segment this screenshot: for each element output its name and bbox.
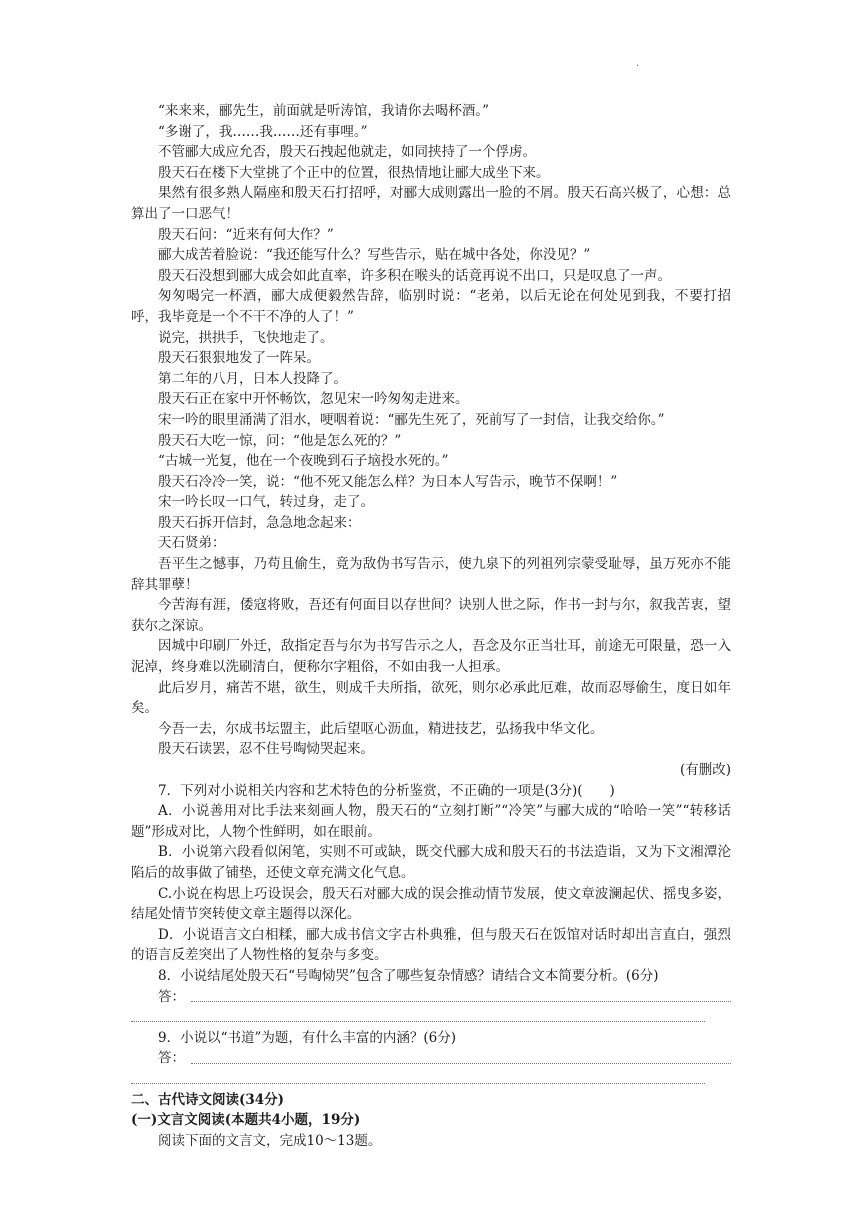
answer-dotted-rule: [191, 1063, 731, 1064]
answer-line[interactable]: [131, 1048, 731, 1069]
story-paragraph: 殷天石在楼下大堂挑了个正中的位置，很热情地让郦大成坐下来。: [158, 164, 550, 181]
answer-line-continuation[interactable]: [131, 1069, 731, 1090]
story-paragraph: 殷天石冷冷一笑，说：“他不死又能怎么样？为日本人写告示，晚节不保啊！”: [158, 473, 618, 490]
story-paragraph: 说完，拱拱手，飞快地走了。: [158, 329, 334, 346]
story-paragraph: 殷天石大吃一惊，问：“他是怎么死的？”: [158, 432, 402, 449]
story-paragraph: “古城一光复，他在一个夜晚到石子垴投水死的。”: [158, 453, 449, 470]
page-mark: .: [636, 58, 640, 69]
option-a: A．小说善用对比手法来刻画人物，殷天石的“立刻打断”“冷笑”与郦大成的“哈哈一笑”“转移话题”形成对比，人物个性鲜明，如在眼前。: [131, 803, 731, 840]
letter-paragraph: 今苦海有涯，倭寇将败，吾还有何面目以存世间？诀别人世之际，作书一封与尔，叙我苦衷，望获尔之深谅。: [131, 597, 731, 634]
answer-label: 答：: [158, 988, 185, 1005]
document-body: [131, 101, 731, 1151]
answer-dotted-rule: [131, 1021, 705, 1022]
option-d: D．小说语言文白相糅，郦大成书信文字古朴典雅，但与殷天石在饭馆对话时却出言直白，强烈的语言反差突出了人物性格的复杂与多变。: [131, 926, 731, 964]
story-text: [131, 101, 731, 781]
letter-paragraph: 因城中印刷厂外迁，敌指定吾与尔为书写告示之人，吾念及尔正当壮耳，前途无可限量，恐一入泥淖，终身难以洗刷清白，便称尔字粗俗，不如由我一人担承。: [131, 638, 731, 676]
story-paragraph: 殷天石狠狠地发了一阵呆。: [158, 350, 320, 367]
story-paragraph: 果然有很多熟人隔座和殷天石打招呼，对郦大成则露出一脸的不屑。殷天石高兴极了，心想：总算出了一口恶气！: [131, 185, 731, 222]
letter-paragraph: 今吾一去，尔成书坛盟主，此后望呕心沥血，精进技艺，弘扬我中华文化。: [158, 720, 604, 737]
story-paragraph: 宋一吟长叹一口气，转过身，走了。: [158, 494, 374, 511]
story-paragraph: 殷天石问：“近来有何大作？”: [158, 226, 334, 243]
answer-label: 答：: [158, 1050, 185, 1067]
answer-line[interactable]: [131, 987, 731, 1008]
letter-paragraph: 吾平生之憾事，乃苟且偷生，竟为敌伪书写告示，使九泉下的列祖列宗蒙受耻辱，虽万死亦不能辞其罪孽！: [131, 556, 731, 593]
story-paragraph: 殷天石读罢，忍不住号啕恸哭起来。: [158, 741, 374, 758]
letter-paragraph: 此后岁月，痛苦不堪，欲生，则成千夫所指，欲死，则尔必承此厄难，故而忍辱偷生，度日如年矣。: [131, 679, 731, 717]
story-paragraph: “多谢了，我……我……还有事哩。”: [158, 123, 368, 140]
section-heading: 二、古代诗文阅读(34分): [131, 1091, 285, 1108]
subsection-heading: (一)文言文阅读(本题共4小题，19分): [131, 1112, 361, 1129]
story-paragraph: 郦大成苦着脸说：“我还能写什么？写些告示，贴在城中各处，你没见？”: [158, 247, 591, 264]
answer-line-continuation[interactable]: [131, 1007, 731, 1028]
section-instruction: 阅读下面的文言文，完成10～13题。: [158, 1132, 382, 1149]
story-paragraph: 宋一吟的眼里涌满了泪水，哽咽着说：“郦先生死了，死前写了一封信，让我交给你。”: [158, 411, 665, 428]
answer-dotted-rule: [131, 1083, 705, 1084]
question-9: [131, 1028, 731, 1090]
story-paragraph: “来来来，郦先生，前面就是听涛馆，我请你去喝杯酒。”: [158, 103, 490, 119]
abridged-note: (有删改): [679, 762, 731, 778]
option-c: C.小说在构思上巧设误会，殷天石对郦大成的误会推动情节发展，使文章波澜起伏、摇曳多姿，结尾处情节突转使文章主题得以深化。: [131, 885, 731, 923]
story-paragraph: 殷天石正在家中开怀畅饮，忽见宋一吟匆匆走进来。: [158, 391, 469, 408]
story-paragraph: 第二年的八月，日本人投降了。: [158, 370, 347, 387]
question-stem: 8．小说结尾处殷天石“号啕恸哭”包含了哪些复杂情感？请结合文本简要分析。(6分): [158, 967, 659, 984]
story-paragraph: 不管郦大成应允否，殷天石拽起他就走，如同挟持了一个俘虏。: [158, 144, 536, 161]
story-paragraph: 匆匆喝完一杯酒，郦大成便毅然告辞，临别时说：“老弟，以后无论在何处见到我，不要打招呼，我毕竟是一个不干不净的人了！”: [131, 288, 731, 325]
option-b: B．小说第六段看似闲笔，实则不可或缺，既交代郦大成和殷天石的书法造诣，又为下文湘潭沦陷后的故事做了铺垫，还使文章充满文化气息。: [131, 844, 731, 881]
letter-salutation: 天石贤弟：: [158, 535, 226, 552]
story-paragraph: 殷天石没想到郦大成会如此直率，许多积在喉头的话竟再说不出口，只是叹息了一声。: [158, 267, 671, 284]
story-paragraph: 殷天石拆开信封，急急地念起来：: [158, 514, 361, 531]
question-stem: 9．小说以“书道”为题，有什么丰富的内涵？(6分): [158, 1029, 457, 1046]
question-7: [131, 781, 731, 966]
section-2: [131, 1090, 731, 1152]
answer-dotted-rule: [191, 1001, 731, 1002]
question-stem: 7．下列对小说相关内容和艺术特色的分析鉴赏，不正确的一项是(3分)( ): [158, 782, 615, 799]
question-8: [131, 966, 731, 1028]
